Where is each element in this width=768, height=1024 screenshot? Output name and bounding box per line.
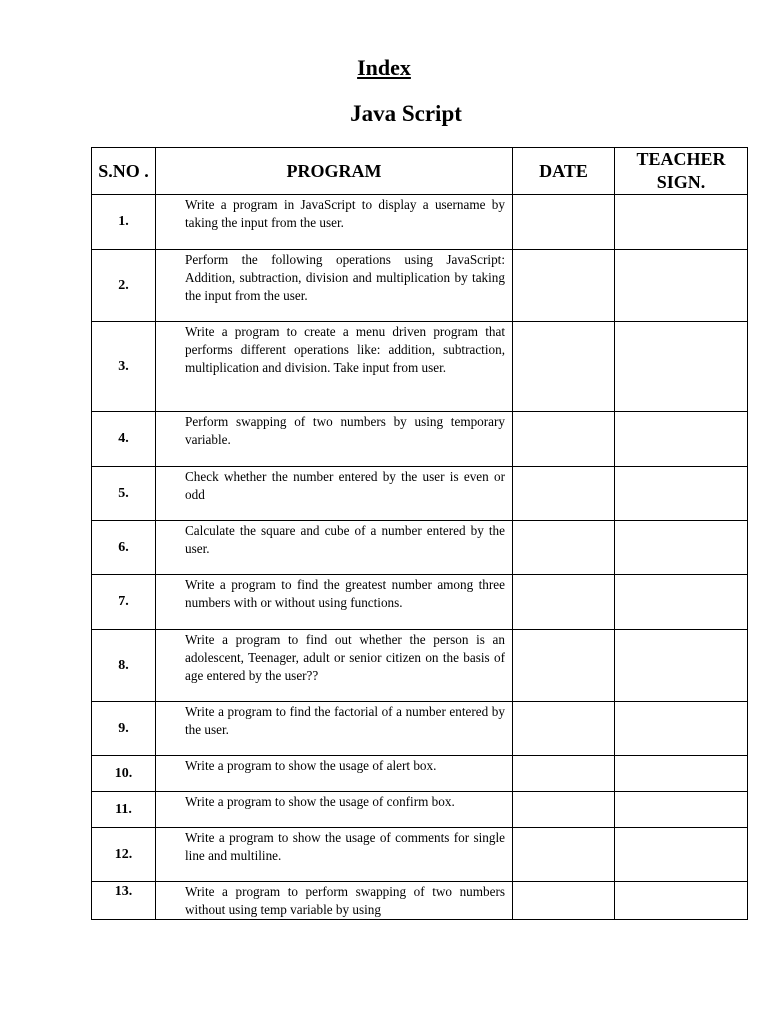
table-row <box>92 412 748 467</box>
row-program-text: Check whether the number entered by the user is even or odd <box>185 469 505 502</box>
table-row <box>92 792 748 828</box>
table-row <box>92 467 748 521</box>
row-sign-cell <box>615 882 748 920</box>
table-row <box>92 195 748 250</box>
row-sign-cell <box>615 792 748 828</box>
row-date-cell <box>513 882 615 920</box>
header-program: PROGRAM <box>156 148 513 195</box>
table-row <box>92 756 748 792</box>
row-sign-cell <box>615 521 748 575</box>
row-sign-cell <box>615 630 748 702</box>
row-program <box>156 792 513 828</box>
row-date-cell <box>513 630 615 702</box>
page-subtitle: Java Script <box>350 101 462 126</box>
index-table <box>91 147 748 920</box>
table-row <box>92 250 748 322</box>
row-program-text: Perform swapping of two numbers by using temporary variable. <box>185 414 505 447</box>
row-sno: 4. <box>92 412 156 467</box>
row-program <box>156 322 513 412</box>
row-sign-cell <box>615 322 748 412</box>
row-sno: 12. <box>92 828 156 882</box>
row-date-cell <box>513 575 615 630</box>
table-row <box>92 702 748 756</box>
row-sno: 11. <box>92 792 156 828</box>
row-sno: 13. <box>92 882 156 920</box>
row-sno: 6. <box>92 521 156 575</box>
row-sign-cell <box>615 467 748 521</box>
row-program-text: Calculate the square and cube of a number entered by the user. <box>185 523 505 556</box>
row-program-text: Write a program to find the greatest number among three numbers with or without using functions. <box>185 577 505 610</box>
row-sno: 3. <box>92 322 156 412</box>
row-date-cell <box>513 250 615 322</box>
row-sno: 10. <box>92 756 156 792</box>
row-date-cell <box>513 322 615 412</box>
table-header-row <box>92 148 748 195</box>
row-date-cell <box>513 756 615 792</box>
row-sign-cell <box>615 195 748 250</box>
header-date: DATE <box>513 148 615 195</box>
row-date-cell <box>513 828 615 882</box>
row-program-text: Write a program to create a menu driven program that performs different operations like: addition, subtraction, multiplication and division. Take input from user. <box>185 324 505 375</box>
page-title: Index <box>357 55 411 80</box>
row-sno: 7. <box>92 575 156 630</box>
row-date-cell <box>513 521 615 575</box>
row-sno: 5. <box>92 467 156 521</box>
row-program-text: Write a program to show the usage of comments for single line and multiline. <box>185 830 505 863</box>
row-program-text: Perform the following operations using JavaScript: Addition, subtraction, division and multiplication by taking the input from the user. <box>185 252 505 303</box>
row-sign-cell <box>615 828 748 882</box>
row-date-cell <box>513 702 615 756</box>
row-program-text: Write a program to find out whether the person is an adolescent, Teenager, adult or senior citizen on the basis of age entered by the user?? <box>185 632 505 683</box>
row-program-text: Write a program in JavaScript to display a username by taking the input from the user. <box>185 197 505 230</box>
row-sno: 8. <box>92 630 156 702</box>
table-row <box>92 828 748 882</box>
row-sign-cell <box>615 250 748 322</box>
row-program-text: Write a program to show the usage of confirm box. <box>185 794 455 809</box>
row-program-text: Write a program to perform swapping of two numbers without using temp variable by using <box>185 884 505 917</box>
row-date-cell <box>513 467 615 521</box>
row-date-cell <box>513 195 615 250</box>
row-program <box>156 756 513 792</box>
table-row <box>92 882 748 920</box>
row-program <box>156 412 513 467</box>
row-sign-cell <box>615 756 748 792</box>
row-sno: 1. <box>92 195 156 250</box>
row-program <box>156 575 513 630</box>
row-program-text: Write a program to show the usage of alert box. <box>185 758 437 773</box>
row-sign-cell <box>615 575 748 630</box>
row-sno: 2. <box>92 250 156 322</box>
row-sno: 9. <box>92 702 156 756</box>
table-row <box>92 630 748 702</box>
row-program <box>156 882 513 920</box>
row-program <box>156 828 513 882</box>
header-teacher-sign: TEACHER SIGN. <box>615 148 748 195</box>
row-program <box>156 521 513 575</box>
header-sno: S.NO . <box>92 148 156 195</box>
row-program <box>156 702 513 756</box>
row-date-cell <box>513 792 615 828</box>
row-sign-cell <box>615 412 748 467</box>
row-program <box>156 467 513 521</box>
row-date-cell <box>513 412 615 467</box>
table-row <box>92 575 748 630</box>
table-row <box>92 521 748 575</box>
row-program <box>156 195 513 250</box>
row-program-text: Write a program to find the factorial of a number entered by the user. <box>185 704 505 737</box>
row-sign-cell <box>615 702 748 756</box>
table-row <box>92 322 748 412</box>
row-program <box>156 630 513 702</box>
row-program <box>156 250 513 322</box>
